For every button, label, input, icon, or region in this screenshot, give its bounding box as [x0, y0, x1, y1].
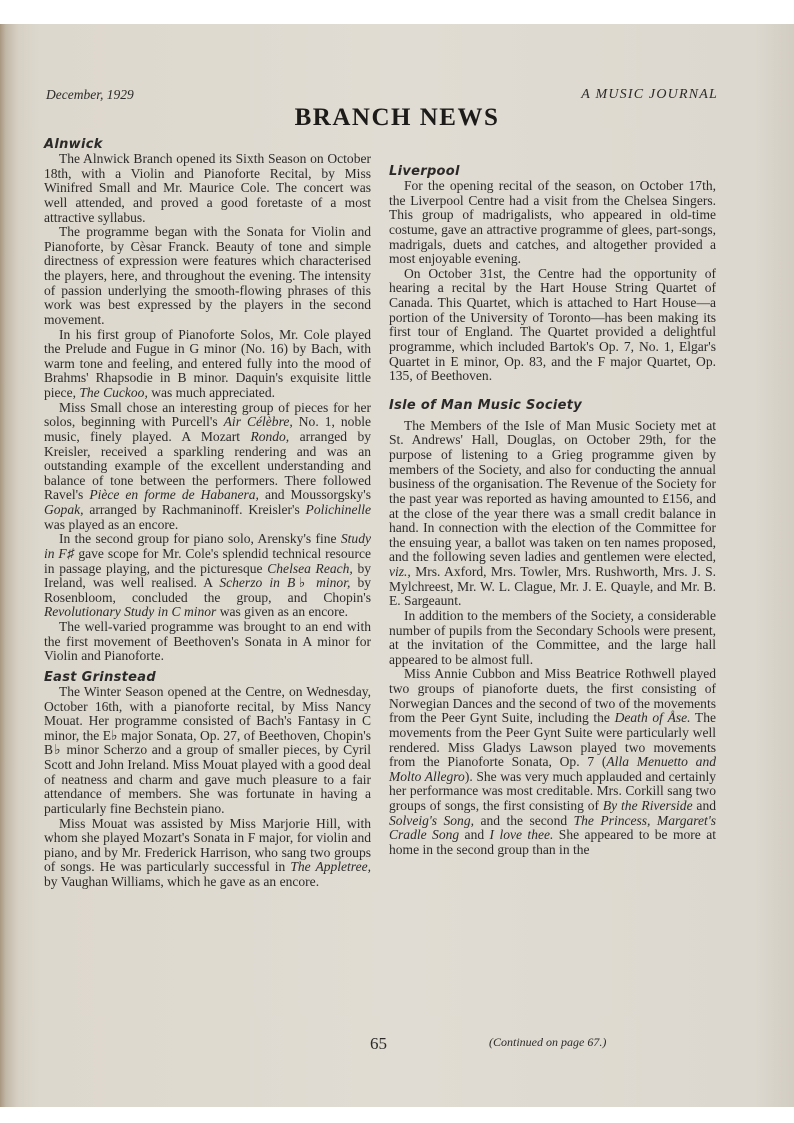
work-title: Death of Åse. — [614, 710, 691, 726]
work-title: Revolutionary Study in C minor — [44, 604, 217, 620]
paragraph: The Members of the Isle of Man Music Society met at St. Andrews' Hall, Douglas, on October 29th, for the purpose of listening to a Grieg programme given by members of the Society, and also for conducting the annual business of the organisation. The Revenue of the Society for the past year was reported as having amounted to £156, and at the close of the year there was a small credit balance in hand. In connection with the election of the Committee for the ensuing year, a ballot was taken on ten names proposed, and the following seven ladies and gentlemen were elected, viz., Mrs. Axford, Mrs. Towler, Mrs. Rushworth, Mrs. J. S. Mylchreest, Mr. W. L. Clague, Mr. J. E. Quayle, and Mr. B. E. Sargeaunt. — [389, 417, 716, 609]
work-title: Gopak, — [44, 502, 84, 517]
right-column — [389, 137, 716, 858]
paragraph: The Winter Season opened at the Centre, on Wednesday, October 16th, with a pianoforte recital, by Miss Nancy Mouat. Her programme consisted of Bach's Fantasy in C minor, the E♭ major Sonata, Op. 27, of Beethoven, Chopin's B♭ minor Scherzo and a group of smaller pieces, by Cyril Scott and John Ireland. Miss Mouat played with a good deal of neatness and charm and gave much pleasure to a fair attendance of members. She was fortunate in having a particularly fine Bechstein piano. — [44, 683, 371, 816]
work-title: Solveig's Song, — [389, 812, 474, 828]
work-title: Pièce en forme de Habanera, — [89, 487, 259, 503]
work-title: By the Riverside — [602, 798, 693, 813]
paragraph: For the opening recital of the season, on October 17th, the Liverpool Centre had a visit from the Chelsea Singers. This group of madrigalists, who appeared in old-time costume, gave an attractive programme of glees, part-songs, madrigals, duets and catches, and altogether provided a most enjoyable evening. — [389, 178, 716, 267]
issue-date: December, 1929 — [46, 87, 134, 102]
section-heading-east-grinstead: East Grinstead — [44, 669, 156, 685]
paragraph: Miss Mouat was assisted by Miss Marjorie Hill, with whom she played Mozart's Sonata in F major, for violin and piano, and by Mr. Frederick Harrison, who sang two groups of songs. He was particularly successful in The Appletree, by Vaughan Williams, which he gave as an encore. — [44, 815, 371, 889]
paragraph: In addition to the members of the Society, a considerable number of pupils from the Secondary Schools were present, at the invitation of the Committee, and the large hall appeared to be almost full. — [389, 607, 716, 667]
paragraph: In the second group for piano solo, Arensky's fine Study in F♯ gave scope for Mr. Cole's splendid technical resource in passage playing, and the picturesque Chelsea Reach, by Ireland, was well realised. A Scherzo in B♭ minor, by Rosenbloom, concluded the group, and Chopin's Revolutionary Study in C minor was given as an encore. — [44, 531, 372, 620]
continued-note: (Continued on page 67.) — [489, 1035, 607, 1049]
work-title: Chelsea Reach, — [267, 560, 353, 576]
paragraph: In his first group of Pianoforte Solos, Mr. Cole played the Prelude and Fugue in G minor (No. 16) by Bach, with warm tone and feeling, and entered fully into the mood of Brahms' Rhapsodie in B minor. Daquin's exquisite little piece, The Cuckoo, was much appreciated. — [44, 326, 371, 400]
paragraph: The well-varied programme was brought to an end with the first movement of Beethoven's Sonata in A minor for Violin and Pianoforte. — [44, 619, 371, 664]
work-title: Polichinelle — [305, 502, 371, 517]
work-title: Scherzo in B♭ minor, — [219, 575, 351, 591]
section-heading-alnwick: Alnwick — [44, 137, 103, 152]
work-title: The Cuckoo, — [79, 385, 148, 400]
work-title: The Princess, Margaret's Cradle Song — [389, 812, 716, 843]
journal-name: A MUSIC JOURNAL — [581, 87, 718, 102]
magazine-page — [0, 24, 794, 1107]
work-title: I love thee. — [489, 827, 554, 843]
left-column — [44, 137, 371, 890]
work-title: The Appletree, — [290, 859, 371, 875]
paragraph: Miss Annie Cubbon and Miss Beatrice Rothwell played two groups of pianoforte duets, the first consisting of Norwegian Dances and the second of two of the movements from the Peer Gynt Suite, including the Death of Åse. The movements from the Peer Gynt Suite were particularly well rendered. Miss Gladys Lawson played two movements from the Pianoforte Sonata, Op. 7 (Alla Menuetto and Molto Allegro). She was very much applauded and certainly her performance was most creditable. Mrs. Corkill sang two groups of songs, the first consisting of By the Riverside and Solveig's Song, and the second The Princess, Margaret's Cradle Song and I love thee. She appeared to be more at home in the second group than in the — [389, 666, 717, 857]
paragraph: On October 31st, the Centre had the opportunity of hearing a recital by the Hart House String Quartet of Canada. This Quartet, which is attached to Hart House—a portion of the University of Toronto—has been making its first tour of England. The Quartet provided a delightful programme, which included Bartok's Op. 7, No. 1, Elgar's Quartet in E minor, Op. 83, and the F major Quartet, Op. 135, of Beethoven. — [389, 265, 716, 384]
paragraph: The Alnwick Branch opened its Sixth Season on October 18th, with a Violin and Pianoforte Recital, by Miss Winifred Small and Mr. Maurice Cole. The concert was well attended, and proved a good foretaste of a most attractive syllabus. — [44, 151, 371, 225]
section-heading-isle-of-man: Isle of Man Music Society — [389, 397, 583, 413]
page-title: BRANCH NEWS — [294, 104, 500, 131]
paragraph: Miss Small chose an interesting group of pieces for her solos, beginning with Purcell's Air Célèbre, No. 1, noble music, finely played. A Mozart Rondo, arranged by Kreisler, received a sparkling rendering and was an outstanding example of the excellent understanding and balance of tone between the performers. There followed Ravel's Pièce en forme de Habanera, and Moussorgsky's Gopak, arranged by Rachmaninoff. Kreisler's Polichinelle was played as an encore. — [44, 399, 372, 532]
work-title: Rondo, — [250, 428, 290, 444]
work-title: Study in F♯ — [44, 531, 371, 561]
page-number: 65 — [370, 1034, 387, 1053]
paragraph: The programme began with the Sonata for Violin and Pianoforte, by Cèsar Franck. Beauty of tone and simple directness of expression were features which characterised the players, here, and throughout the evening. The intensity of passion underlying the smooth-flowing phrases of this work was best expressed by the players in the second movement. — [44, 224, 371, 327]
work-title: Air Célèbre, — [223, 414, 293, 430]
abbreviation: viz., — [389, 564, 411, 579]
section-heading-liverpool: Liverpool — [389, 164, 460, 179]
work-title: Alla Menuetto and Molto Allegro — [389, 754, 716, 784]
